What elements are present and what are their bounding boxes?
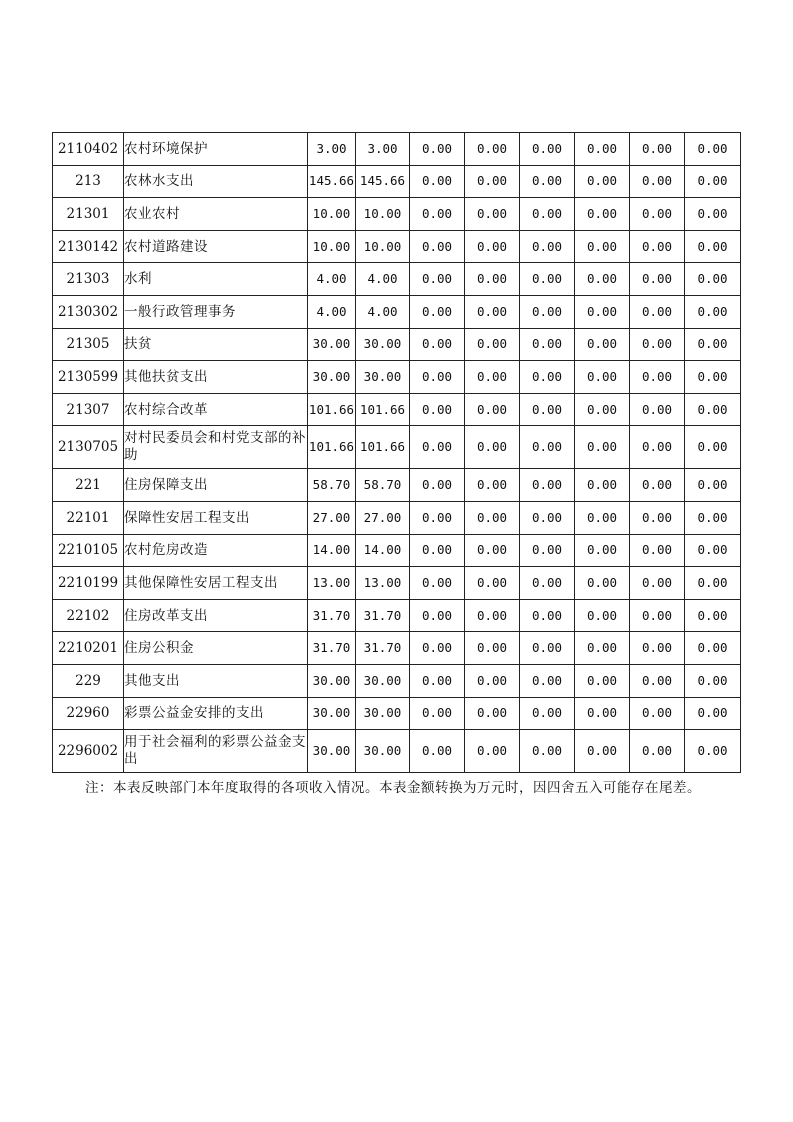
row-value: 0.00 <box>465 263 520 296</box>
row-value: 0.00 <box>410 426 465 469</box>
row-name: 农村道路建设 <box>124 230 308 263</box>
row-value: 27.00 <box>308 501 356 534</box>
row-value: 0.00 <box>575 133 630 166</box>
row-value: 0.00 <box>410 469 465 502</box>
row-value: 31.70 <box>356 632 410 665</box>
row-value: 10.00 <box>356 230 410 263</box>
row-value: 0.00 <box>465 664 520 697</box>
row-code: 2296002 <box>53 730 124 773</box>
row-value: 101.66 <box>308 426 356 469</box>
row-value: 0.00 <box>630 198 685 231</box>
row-value: 0.00 <box>410 567 465 600</box>
row-code: 2210201 <box>53 632 124 665</box>
row-value: 0.00 <box>410 534 465 567</box>
row-name: 农村综合改革 <box>124 393 308 426</box>
row-value: 0.00 <box>465 567 520 600</box>
row-value: 0.00 <box>520 426 575 469</box>
row-value: 0.00 <box>575 361 630 394</box>
row-value: 0.00 <box>630 534 685 567</box>
row-value: 0.00 <box>465 198 520 231</box>
row-name: 对村民委员会和村党支部的补助 <box>124 426 308 469</box>
row-code: 2130142 <box>53 230 124 263</box>
row-name: 其他扶贫支出 <box>124 361 308 394</box>
table-footnote: 注：本表反映部门本年度取得的各项收入情况。本表金额转换为万元时，因四舍五入可能存在尾差。 <box>85 780 701 796</box>
row-value: 0.00 <box>465 361 520 394</box>
row-value: 0.00 <box>575 697 630 730</box>
row-value: 145.66 <box>308 165 356 198</box>
row-value: 3.00 <box>356 133 410 166</box>
row-code: 2130705 <box>53 426 124 469</box>
row-value: 0.00 <box>410 393 465 426</box>
row-name: 其他保障性安居工程支出 <box>124 567 308 600</box>
row-value: 0.00 <box>520 632 575 665</box>
row-value: 0.00 <box>520 361 575 394</box>
row-value: 0.00 <box>410 697 465 730</box>
row-value: 0.00 <box>520 295 575 328</box>
table-row <box>53 230 741 263</box>
row-value: 0.00 <box>465 230 520 263</box>
row-value: 0.00 <box>520 133 575 166</box>
row-value: 0.00 <box>685 501 741 534</box>
row-name: 保障性安居工程支出 <box>124 501 308 534</box>
row-value: 0.00 <box>520 501 575 534</box>
table-row <box>53 469 741 502</box>
row-value: 0.00 <box>465 697 520 730</box>
row-code: 21303 <box>53 263 124 296</box>
row-value: 0.00 <box>575 230 630 263</box>
table-row <box>53 664 741 697</box>
row-value: 0.00 <box>630 361 685 394</box>
row-name: 住房公积金 <box>124 632 308 665</box>
row-value: 30.00 <box>308 697 356 730</box>
row-value: 0.00 <box>685 165 741 198</box>
table-row <box>53 295 741 328</box>
row-value: 0.00 <box>575 165 630 198</box>
row-value: 0.00 <box>630 567 685 600</box>
row-value: 0.00 <box>410 361 465 394</box>
table-row <box>53 328 741 361</box>
row-value: 0.00 <box>520 393 575 426</box>
row-name: 农村危房改造 <box>124 534 308 567</box>
row-value: 0.00 <box>465 165 520 198</box>
row-code: 22101 <box>53 501 124 534</box>
row-code: 21301 <box>53 198 124 231</box>
row-value: 0.00 <box>630 632 685 665</box>
row-value: 0.00 <box>685 133 741 166</box>
row-value: 0.00 <box>410 501 465 534</box>
row-code: 22960 <box>53 697 124 730</box>
table-row <box>53 730 741 773</box>
row-value: 0.00 <box>685 469 741 502</box>
row-code: 21305 <box>53 328 124 361</box>
row-value: 0.00 <box>630 328 685 361</box>
row-value: 0.00 <box>630 697 685 730</box>
row-value: 0.00 <box>685 730 741 773</box>
row-value: 0.00 <box>685 599 741 632</box>
row-value: 10.00 <box>308 198 356 231</box>
row-value: 0.00 <box>465 133 520 166</box>
row-value: 0.00 <box>520 697 575 730</box>
row-value: 0.00 <box>410 664 465 697</box>
row-value: 0.00 <box>575 328 630 361</box>
row-value: 0.00 <box>410 133 465 166</box>
row-value: 0.00 <box>520 599 575 632</box>
row-value: 30.00 <box>356 361 410 394</box>
table-row <box>53 263 741 296</box>
row-code: 2110402 <box>53 133 124 166</box>
row-value: 0.00 <box>465 730 520 773</box>
row-value: 0.00 <box>685 426 741 469</box>
row-value: 0.00 <box>575 426 630 469</box>
row-value: 10.00 <box>356 198 410 231</box>
row-value: 0.00 <box>520 730 575 773</box>
row-value: 13.00 <box>308 567 356 600</box>
row-value: 0.00 <box>465 599 520 632</box>
row-value: 0.00 <box>575 730 630 773</box>
row-value: 0.00 <box>630 133 685 166</box>
row-value: 0.00 <box>575 567 630 600</box>
row-name: 彩票公益金安排的支出 <box>124 697 308 730</box>
row-value: 30.00 <box>356 697 410 730</box>
row-value: 0.00 <box>465 295 520 328</box>
row-value: 0.00 <box>685 567 741 600</box>
row-value: 10.00 <box>308 230 356 263</box>
row-value: 0.00 <box>575 469 630 502</box>
row-value: 101.66 <box>308 393 356 426</box>
row-value: 30.00 <box>356 730 410 773</box>
table-row <box>53 426 741 469</box>
row-name: 扶贫 <box>124 328 308 361</box>
row-value: 0.00 <box>410 295 465 328</box>
row-value: 0.00 <box>575 599 630 632</box>
row-value: 4.00 <box>308 263 356 296</box>
row-code: 2130599 <box>53 361 124 394</box>
row-value: 0.00 <box>465 328 520 361</box>
row-code: 221 <box>53 469 124 502</box>
row-value: 30.00 <box>356 664 410 697</box>
row-value: 0.00 <box>410 599 465 632</box>
row-value: 30.00 <box>308 664 356 697</box>
table-row <box>53 697 741 730</box>
row-value: 0.00 <box>685 328 741 361</box>
row-value: 31.70 <box>308 632 356 665</box>
row-value: 0.00 <box>520 567 575 600</box>
row-value: 0.00 <box>410 198 465 231</box>
row-value: 0.00 <box>575 295 630 328</box>
row-value: 14.00 <box>356 534 410 567</box>
row-value: 4.00 <box>356 295 410 328</box>
row-code: 22102 <box>53 599 124 632</box>
row-value: 0.00 <box>520 165 575 198</box>
row-name: 水利 <box>124 263 308 296</box>
row-value: 0.00 <box>630 393 685 426</box>
row-code: 2210199 <box>53 567 124 600</box>
row-value: 30.00 <box>308 361 356 394</box>
row-value: 0.00 <box>575 664 630 697</box>
row-code: 213 <box>53 165 124 198</box>
row-value: 0.00 <box>685 263 741 296</box>
table-row <box>53 165 741 198</box>
row-value: 0.00 <box>630 730 685 773</box>
row-value: 0.00 <box>630 664 685 697</box>
table-row <box>53 534 741 567</box>
row-value: 0.00 <box>630 501 685 534</box>
row-value: 0.00 <box>465 469 520 502</box>
row-name: 住房保障支出 <box>124 469 308 502</box>
row-value: 101.66 <box>356 426 410 469</box>
row-value: 58.70 <box>356 469 410 502</box>
row-name: 农业农村 <box>124 198 308 231</box>
row-name: 农林水支出 <box>124 165 308 198</box>
row-value: 145.66 <box>356 165 410 198</box>
row-value: 0.00 <box>575 632 630 665</box>
row-value: 0.00 <box>685 295 741 328</box>
row-value: 0.00 <box>685 697 741 730</box>
row-value: 0.00 <box>685 198 741 231</box>
row-value: 0.00 <box>630 599 685 632</box>
row-value: 0.00 <box>465 501 520 534</box>
row-value: 0.00 <box>575 198 630 231</box>
row-value: 27.00 <box>356 501 410 534</box>
row-value: 0.00 <box>520 263 575 296</box>
row-value: 0.00 <box>685 393 741 426</box>
table-row <box>53 599 741 632</box>
row-value: 3.00 <box>308 133 356 166</box>
row-value: 0.00 <box>630 165 685 198</box>
row-value: 0.00 <box>465 632 520 665</box>
row-value: 0.00 <box>630 469 685 502</box>
row-value: 0.00 <box>520 328 575 361</box>
row-value: 0.00 <box>630 426 685 469</box>
row-value: 0.00 <box>685 230 741 263</box>
row-value: 0.00 <box>465 393 520 426</box>
row-value: 0.00 <box>520 198 575 231</box>
row-value: 0.00 <box>520 534 575 567</box>
row-value: 0.00 <box>685 534 741 567</box>
row-code: 21307 <box>53 393 124 426</box>
table-row <box>53 198 741 231</box>
row-value: 101.66 <box>356 393 410 426</box>
table-row <box>53 567 741 600</box>
row-value: 0.00 <box>630 263 685 296</box>
row-value: 30.00 <box>308 730 356 773</box>
table-row <box>53 361 741 394</box>
row-value: 30.00 <box>308 328 356 361</box>
row-value: 0.00 <box>520 230 575 263</box>
row-value: 31.70 <box>308 599 356 632</box>
row-value: 0.00 <box>410 632 465 665</box>
row-value: 30.00 <box>356 328 410 361</box>
row-value: 0.00 <box>685 632 741 665</box>
table-row <box>53 133 741 166</box>
row-value: 13.00 <box>356 567 410 600</box>
row-value: 0.00 <box>410 165 465 198</box>
row-code: 229 <box>53 664 124 697</box>
row-name: 住房改革支出 <box>124 599 308 632</box>
row-value: 0.00 <box>410 730 465 773</box>
row-value: 14.00 <box>308 534 356 567</box>
row-code: 2130302 <box>53 295 124 328</box>
row-value: 0.00 <box>520 469 575 502</box>
row-value: 0.00 <box>575 534 630 567</box>
row-name: 一般行政管理事务 <box>124 295 308 328</box>
row-value: 58.70 <box>308 469 356 502</box>
row-value: 0.00 <box>410 328 465 361</box>
row-value: 0.00 <box>575 501 630 534</box>
row-name: 其他支出 <box>124 664 308 697</box>
row-name: 农村环境保护 <box>124 133 308 166</box>
row-value: 31.70 <box>356 599 410 632</box>
row-code: 2210105 <box>53 534 124 567</box>
row-value: 4.00 <box>356 263 410 296</box>
revenue-table <box>52 132 741 773</box>
row-value: 0.00 <box>630 230 685 263</box>
row-value: 0.00 <box>410 230 465 263</box>
row-value: 0.00 <box>685 664 741 697</box>
row-value: 0.00 <box>465 534 520 567</box>
row-value: 0.00 <box>575 393 630 426</box>
row-value: 4.00 <box>308 295 356 328</box>
row-value: 0.00 <box>520 664 575 697</box>
table-row <box>53 501 741 534</box>
row-name: 用于社会福利的彩票公益金支出 <box>124 730 308 773</box>
row-value: 0.00 <box>465 426 520 469</box>
row-value: 0.00 <box>410 263 465 296</box>
table-row <box>53 632 741 665</box>
row-value: 0.00 <box>685 361 741 394</box>
row-value: 0.00 <box>575 263 630 296</box>
table-body <box>53 133 741 773</box>
table-row <box>53 393 741 426</box>
row-value: 0.00 <box>630 295 685 328</box>
